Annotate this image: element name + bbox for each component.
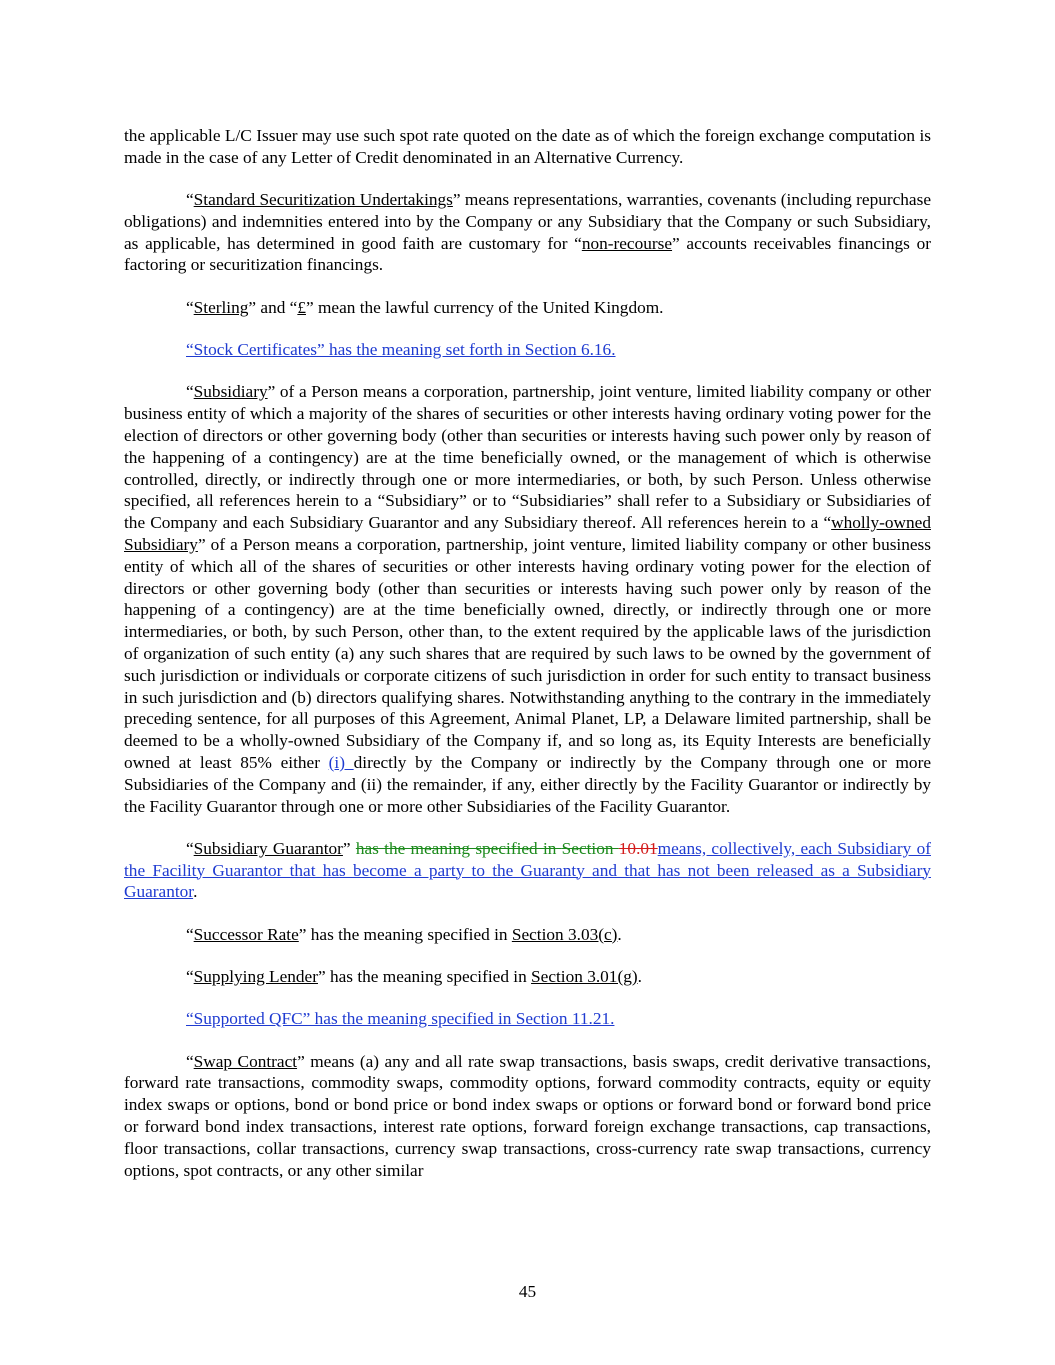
open-quote: “ [186,924,194,944]
defined-term: Successor Rate [193,924,299,944]
page-number: 45 [518,1282,537,1301]
paragraph-text: the applicable L/C Issuer may use such spot rate quoted on the date as of which the foreign exchange computation is made in the case of any Letter of Credit denominated in an Alternative Currency. [124,126,931,167]
open-quote: “ [186,967,194,986]
defined-term: Sterling [193,297,249,317]
definition-text: ” of a Person means a corporation, partnership, joint venture, limited liability company or other business entity of which a majority of the shares of securities or other interests having ordinary voting power for the election of directors or other governing body (other than securities or interests having such power only by reason of the happening of a contingency) are at the time beneficially owned, or the management of which is otherwise controlled, directly, or indirectly through one or more intermediaries, or both, by such Person. Unless otherwise specified, all references herein to a “Subsidiary” or to “Subsidiaries” shall refer to a Subsidiary or Subsidiaries of the Company and each Subsidiary Guarantor and any Subsidiary thereof. All references herein to a “ [124,382,931,533]
definition-text: ” accounts receivables financings or factoring or securitization financings. [124,233,931,275]
defined-term-inline: non-recourse [581,233,673,253]
definition-sterling [124,297,931,319]
deleted-text: has the meaning specified in [355,838,562,858]
definition-text: ” means representations, warranties, covenants (including repurchase obligations) and indemnities entered into by the Company or any Subsidiary that the Company or such Subsidiary, as applicable, has determined in good faith are customary for “ [124,190,931,253]
definition-supplying-lender [124,966,931,988]
definition-text: ” has the meaning specified in [298,924,512,944]
open-quote: “ [186,838,194,858]
definition-subsidiary-guarantor [124,838,931,903]
definition-text: . [617,924,622,944]
open-quote: “ [186,1051,194,1071]
defined-term: Supplying Lender [193,967,318,986]
definition-standard-securitization-undertakings [124,189,931,276]
defined-term-symbol: £ [297,297,306,317]
section-reference: Section 3.03(c) [511,924,618,944]
definition-text: ” means (a) any and all rate swap transactions, basis swaps, credit derivative transactions, forward rate transactions, commodity swaps, commodity options, forward commodity contracts, equity or equity index swaps or options, bond or bond price or bond index swaps or options or forward bond or forward bond price or forward bond index transactions, interest rate options, forward foreign exchange transactions, cap transactions, floor transactions, collar transactions, currency swap transactions, cross-currency rate swap transactions, currency options, spot contracts, or any other similar [124,1051,932,1180]
definition-swap-contract [124,1051,931,1182]
deleted-section-ref: 10.01 [618,838,658,858]
definition-text: directly by the Company or indirectly by the Company through one or more Subsidiaries of the Company and (ii) the remainder, if any, either directly by the Facility Guarantor or indirectly by the Facility Guarantor through one or more other Subsidiaries of the Facility Guarantor. [124,752,931,816]
section-reference: Section 3.01(g) [531,967,638,986]
definition-text: ” [342,838,356,858]
inserted-text: means, collectively, each Subsidiary of the Facility Guarantor that has become a party to the Guaranty and that has not been released as a Subsidiary Guarantor [124,838,931,902]
defined-term: Standard Securitization Undertakings [193,190,453,210]
definition-subsidiary [124,381,931,817]
definition-text: ” has the meaning specified in [317,967,532,986]
definition-text: ” mean the lawful currency of the United Kingdom. [305,297,664,317]
document-page [124,125,931,1181]
definition-supported-qfc [124,1008,931,1030]
definition-text: . [193,882,198,902]
defined-term: Subsidiary Guarantor [193,838,343,858]
definition-stock-certificates [124,339,931,361]
definition-text: . [637,967,642,986]
defined-term: Swap Contract [193,1051,298,1071]
defined-term-inline: wholly-owned Subsidiary [124,513,931,554]
definition-successor-rate [124,924,931,946]
open-quote: “ [186,382,194,402]
open-quote: “ [186,190,194,210]
deleted-text: Section [561,838,619,858]
defined-term: Subsidiary [193,382,268,402]
definition-text: ” and “ [248,297,298,317]
inserted-text: (i) [328,752,354,772]
open-quote: “ [186,297,194,317]
inserted-text: “Supported QFC” has the meaning specified in Section 11.21. [186,1009,615,1029]
inserted-text: “Stock Certificates” has the meaning set forth in Section 6.16. [186,340,616,360]
paragraph-spot-rate-continuation [124,125,931,169]
definition-text: ” of a Person means a corporation, partnership, joint venture, limited liability company or other business entity of which all of the shares of securities or other interests having ordinary voting power for the election of directors or other governing body (other than securities or interests having such power only by reason of the happening of a contingency) are at the time beneficially owned, directly, or indirectly through one or more intermediaries, or both, by such Person, other than, to the extent required by the applicable laws of the jurisdiction of organization of such entity (a) any such shares that are required by such laws to be owned by the government of such jurisdiction or individuals or corporate citizens of such jurisdiction in order for such entity to transact business in such jurisdiction and (b) directors qualifying shares. Notwithstanding anything to the contrary in the immediately preceding sentence, for all purposes of this Agreement, Animal Planet, LP, a Delaware limited partnership, shall be deemed to be a wholly-owned Subsidiary of the Company if, and so long as, its Equity Interests are beneficially owned at least 85% either [124,534,931,772]
